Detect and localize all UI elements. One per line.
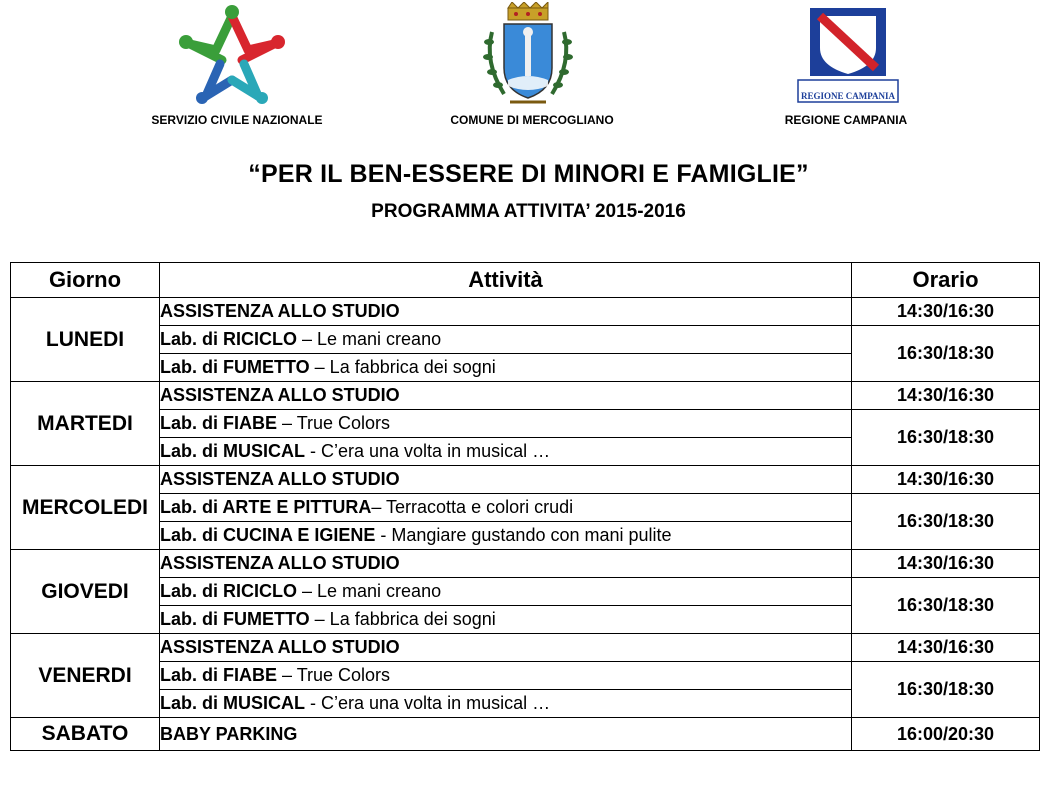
activity-cell	[160, 634, 852, 662]
activity-name: Lab. di FIABE	[160, 413, 277, 433]
table-row	[11, 494, 1040, 522]
activity-cell	[160, 382, 852, 410]
activity-cell	[160, 718, 852, 751]
activity-name: Lab. di MUSICAL	[160, 693, 305, 713]
table-row	[11, 662, 1040, 690]
day-cell: VENERDI	[11, 634, 160, 718]
activity-name: Lab. di CUCINA E IGIENE	[160, 525, 376, 545]
activity-cell	[160, 550, 852, 578]
time-cell: 16:30/18:30	[852, 578, 1040, 634]
table-header-row	[11, 263, 1040, 298]
activity-name: Lab. di FUMETTO	[160, 609, 310, 629]
crest-icon	[480, 2, 576, 108]
table-row	[11, 718, 1040, 751]
time-cell: 14:30/16:30	[852, 382, 1040, 410]
activity-name: BABY PARKING	[160, 723, 298, 744]
activity-description: - C’era una volta in musical …	[305, 693, 551, 713]
time-cell: 14:30/16:30	[852, 550, 1040, 578]
activity-name: ASSISTENZA ALLO STUDIO	[160, 553, 400, 573]
comune-crest-logo	[480, 2, 576, 108]
activity-cell	[160, 326, 852, 354]
activity-name: ASSISTENZA ALLO STUDIO	[160, 469, 400, 489]
activity-cell	[160, 466, 852, 494]
time-cell: 16:30/18:30	[852, 494, 1040, 550]
table-row	[11, 326, 1040, 354]
activity-description: - C’era una volta in musical …	[305, 441, 551, 461]
activity-cell	[160, 522, 852, 550]
activity-name: ASSISTENZA ALLO STUDIO	[160, 637, 400, 657]
activity-cell	[160, 606, 852, 634]
activity-cell	[160, 410, 852, 438]
header-time: Orario	[852, 263, 1040, 298]
activity-description: – True Colors	[277, 665, 391, 685]
activity-description: – La fabbrica dei sogni	[309, 357, 496, 377]
table-row	[11, 550, 1040, 578]
activity-description: – Le mani creano	[297, 581, 442, 601]
day-cell: SABATO	[11, 718, 160, 751]
regione-caption: REGIONE CAMPANIA	[784, 113, 908, 127]
table-row	[11, 298, 1040, 326]
time-cell: 14:30/16:30	[852, 634, 1040, 662]
schedule-body	[11, 298, 1040, 751]
activity-cell	[160, 298, 852, 326]
table-row	[11, 578, 1040, 606]
time-cell: 14:30/16:30	[852, 466, 1040, 494]
time-cell: 16:30/18:30	[852, 662, 1040, 718]
table-row	[11, 466, 1040, 494]
activity-name: Lab. di RICICLO	[160, 329, 297, 349]
activity-cell	[160, 354, 852, 382]
document-title: “PER IL BEN-ESSERE DI MINORI E FAMIGLIE”	[248, 160, 809, 188]
time-cell: 16:00/20:30	[852, 718, 1040, 751]
activity-description: – Le mani creano	[297, 329, 442, 349]
activity-cell	[160, 662, 852, 690]
activity-name: Lab. di RICICLO	[160, 581, 297, 601]
table-row	[11, 410, 1040, 438]
activity-description: - Mangiare gustando con mani pulite	[375, 525, 672, 545]
regione-emblem-icon	[796, 8, 900, 104]
activity-cell	[160, 690, 852, 718]
day-cell: GIOVEDI	[11, 550, 160, 634]
table-row	[11, 382, 1040, 410]
time-cell: 16:30/18:30	[852, 410, 1040, 466]
star-people-icon	[176, 4, 288, 104]
servizio-civile-caption: SERVIZIO CIVILE NAZIONALE	[151, 113, 323, 127]
comune-caption: COMUNE DI MERCOGLIANO	[450, 113, 614, 127]
regione-logo	[796, 8, 900, 104]
activity-name: Lab. di MUSICAL	[160, 441, 305, 461]
activity-cell	[160, 494, 852, 522]
regione-badge-text: REGIONE CAMPANIA	[800, 91, 896, 101]
activity-name: ASSISTENZA ALLO STUDIO	[160, 385, 400, 405]
activity-description: – La fabbrica dei sogni	[309, 609, 496, 629]
activity-description: – True Colors	[277, 413, 391, 433]
document-subtitle: PROGRAMMA ATTIVITA’ 2015-2016	[371, 201, 686, 222]
activity-cell	[160, 438, 852, 466]
activity-name: Lab. di FIABE	[160, 665, 277, 685]
header-activity: Attività	[160, 263, 852, 298]
time-cell: 16:30/18:30	[852, 326, 1040, 382]
day-cell: MARTEDI	[11, 382, 160, 466]
day-cell: MERCOLEDI	[11, 466, 160, 550]
activity-name: Lab. di FUMETTO	[160, 357, 310, 377]
activity-name: Lab. di ARTE E PITTURA	[160, 497, 372, 517]
table-row	[11, 634, 1040, 662]
activity-name: ASSISTENZA ALLO STUDIO	[160, 301, 400, 321]
day-cell: LUNEDI	[11, 298, 160, 382]
activity-cell	[160, 578, 852, 606]
time-cell: 14:30/16:30	[852, 298, 1040, 326]
header-day: Giorno	[11, 263, 160, 298]
servizio-civile-logo	[176, 4, 288, 104]
activity-description: – Terracotta e colori crudi	[371, 497, 574, 517]
schedule-table	[10, 262, 1040, 751]
